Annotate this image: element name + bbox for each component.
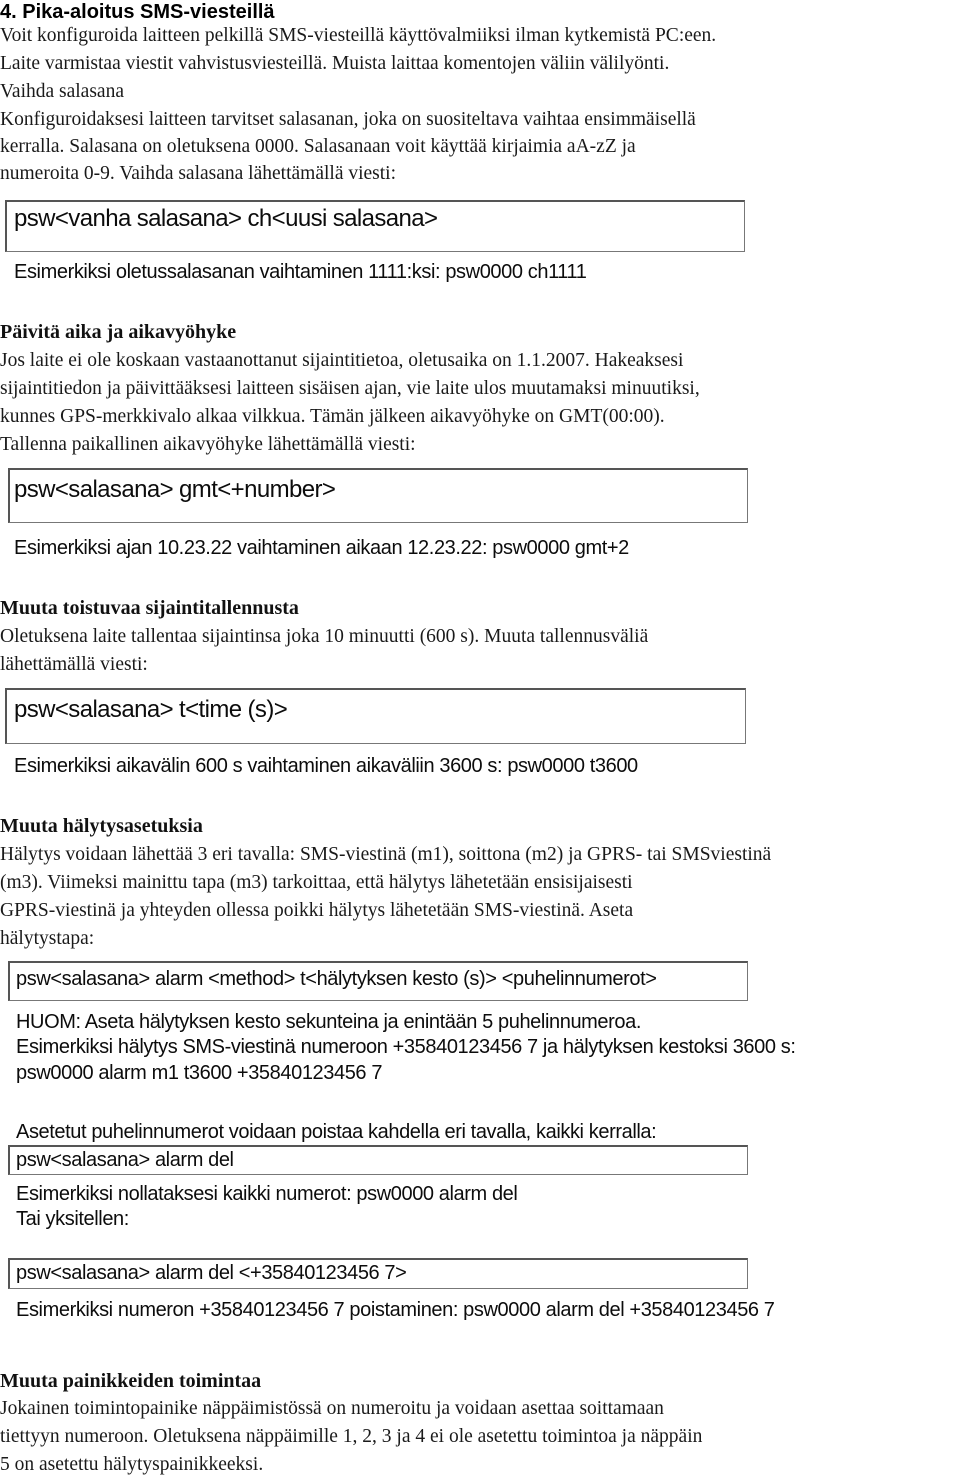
buttons-heading: Muuta painikkeiden toimintaa <box>0 1370 262 1392</box>
buttons-text-line-1: Jokainen toimintopainike näppäimistössä on numeroitu ja voidaan asettaa soittamaan <box>0 1398 664 1419</box>
intro-line-2: Laite varmistaa viestit vahvistusviesteillä. Muista laittaa komentojen väliin välilyönti. <box>0 53 670 74</box>
timezone-text-line-3: kunnes GPS-merkkivalo alkaa vilkkua. Tämän jälkeen aikavyöhyke on GMT(00:00). <box>0 406 665 427</box>
password-example: Esimerkiksi oletussalasanan vaihtaminen 1111:ksi: psw0000 ch1111 <box>14 261 587 283</box>
interval-example: Esimerkiksi aikavälin 600 s vaihtaminen aikaväliin 3600 s: psw0000 t3600 <box>14 755 638 777</box>
interval-text-line-1: Oletuksena laite tallentaa sijaintinsa joka 10 minuutti (600 s). Muuta tallennusväliä <box>0 626 649 647</box>
interval-text-line-2: lähettämällä viesti: <box>0 654 148 675</box>
password-command: psw<vanha salasana> ch<uusi salasana> <box>14 205 438 232</box>
alarm-delete-example: Esimerkiksi nollataksesi kaikki numerot: psw0000 alarm del <box>16 1183 518 1205</box>
alarm-single-example: Esimerkiksi numeron +35840123456 7 poistaminen: psw0000 alarm del +35840123456 7 <box>16 1299 775 1321</box>
password-text-line-2: kerralla. Salasana on oletuksena 0000. Salasanaan voit käyttää kirjaimia aA-zZ ja <box>0 136 636 157</box>
timezone-text-line-1: Jos laite ei ole koskaan vastaanottanut sijaintitietoa, oletusaika on 1.1.2007. Hakeaksesi <box>0 350 684 371</box>
timezone-example: Esimerkiksi ajan 10.23.22 vaihtaminen aikaan 12.23.22: psw0000 gmt+2 <box>14 537 629 559</box>
alarm-text-line-2: (m3). Viimeksi mainittu tapa (m3) tarkoittaa, että hälytys lähetetään ensisijaisesti <box>0 872 633 893</box>
alarm-note-line-3: psw0000 alarm m1 t3600 +35840123456 7 <box>16 1062 383 1084</box>
timezone-heading: Päivitä aika ja aikavyöhyke <box>0 321 237 343</box>
alarm-command: psw<salasana> alarm <method> t<hälytyksen kesto (s)> <puhelinnumerot> <box>16 968 657 990</box>
alarm-heading: Muuta hälytysasetuksia <box>0 815 203 837</box>
intro-line-1: Voit konfiguroida laitteen pelkillä SMS-viesteillä käyttövalmiiksi ilman kytkemistä PC:een. <box>0 25 717 46</box>
alarm-text-line-1: Hälytys voidaan lähettää 3 eri tavalla: SMS-viestinä (m1), soittona (m2) ja GPRS- tai SMSviestinä <box>0 844 772 865</box>
alarm-note-line-1: HUOM: Aseta hälytyksen kesto sekunteina ja enintään 5 puhelinnumeroa. <box>16 1011 642 1033</box>
timezone-text-line-4: Tallenna paikallinen aikavyöhyke lähettämällä viesti: <box>0 434 416 455</box>
password-text-line-3: numeroita 0-9. Vaihda salasana lähettämällä viesti: <box>0 163 397 184</box>
alarm-single-command: psw<salasana> alarm del <+35840123456 7> <box>16 1262 407 1284</box>
section-title: 4. Pika-aloitus SMS-viesteillä <box>0 1 275 23</box>
alarm-text-line-4: hälytystapa: <box>0 928 95 949</box>
timezone-text-line-2: sijaintitiedon ja päivittääksesi laitteen sisäisen ajan, vie laite ulos muutamaksi minuutiksi, <box>0 378 700 399</box>
alarm-single-intro: Tai yksitellen: <box>16 1208 129 1230</box>
interval-command: psw<salasana> t<time (s)> <box>14 696 288 723</box>
buttons-text-line-3: 5 on asetettu hälytyspainikkeeksi. <box>0 1454 264 1475</box>
password-heading: Vaihda salasana <box>0 81 124 102</box>
interval-heading: Muuta toistuvaa sijaintitallennusta <box>0 597 299 619</box>
alarm-delete-command: psw<salasana> alarm del <box>16 1149 234 1171</box>
password-text-line-1: Konfiguroidaksesi laitteen tarvitset salasanan, joka on suositeltava vaihtaa ensimmäisellä <box>0 109 696 130</box>
buttons-text-line-2: tiettyyn numeroon. Oletuksena näppäimille 1, 2, 3 ja 4 ei ole asetettu toimintoa ja näppäin <box>0 1426 703 1447</box>
alarm-note-line-2: Esimerkiksi hälytys SMS-viestinä numeroon +35840123456 7 ja hälytyksen kestoksi 3600 s: <box>16 1036 796 1058</box>
alarm-delete-intro: Asetetut puhelinnumerot voidaan poistaa kahdella eri tavalla, kaikki kerralla: <box>16 1121 657 1143</box>
timezone-command: psw<salasana> gmt<+number> <box>14 476 336 503</box>
alarm-text-line-3: GPRS-viestinä ja yhteyden ollessa poikki hälytys lähetetään SMS-viestinä. Aseta <box>0 900 634 921</box>
